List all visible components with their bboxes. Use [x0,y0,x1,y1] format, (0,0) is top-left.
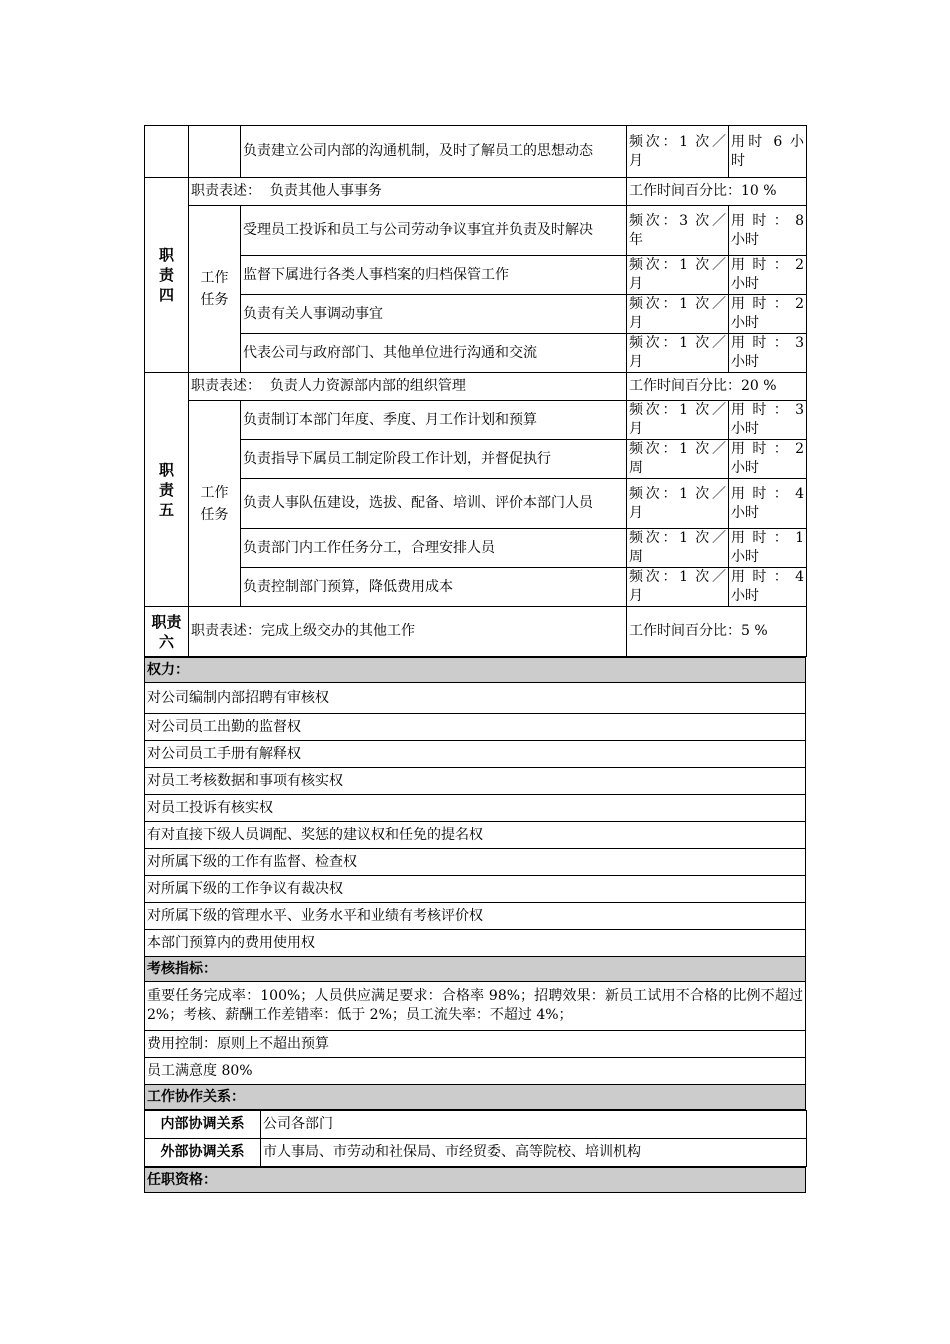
task-time: 用时 6 小时 [729,126,807,178]
duties-table [144,125,807,657]
task-frequency: 频次：1 次／月 [627,295,729,334]
power-item: 对所属下级的工作争议有裁决权 [145,876,806,903]
task-row [145,256,807,295]
duty6-time-percent: 工作时间百分比：5 % [627,607,807,657]
task-frequency: 频次：3 次／年 [627,206,729,256]
internal-coordination-value: 公司各部门 [261,1111,807,1139]
power-item: 对员工投诉有核实权 [145,795,806,822]
power-item: 对公司员工出勤的监督权 [145,714,806,741]
task-time: 用 时 ： 4 小时 [729,479,807,529]
task-frequency: 频次：1 次／周 [627,440,729,479]
task-frequency: 频次：1 次／周 [627,529,729,568]
task-text: 监督下属进行各类人事档案的归档保管工作 [241,256,627,295]
task-frequency: 频次：1 次／月 [627,256,729,295]
power-item: 对公司员工手册有解释权 [145,741,806,768]
power-item: 对公司编制内部招聘有审核权 [145,683,806,714]
powers-heading: 权力： [145,658,806,683]
powers-table [144,657,806,1110]
power-item: 有对直接下级人员调配、奖惩的建议权和任免的提名权 [145,822,806,849]
task-text: 受理员工投诉和员工与公司劳动争议事宜并负责及时解决 [241,206,627,256]
task-text: 负责建立公司内部的沟通机制，及时了解员工的思想动态 [241,126,627,178]
internal-coordination-label: 内部协调关系 [145,1111,261,1139]
cooperation-heading: 工作协作关系： [145,1085,806,1110]
power-item: 本部门预算内的费用使用权 [145,930,806,957]
duty6-row [145,607,807,657]
task-row [145,401,807,440]
statement-text: 负责人力资源部内部的组织管理 [269,378,466,394]
task-time: 用 时 ： 1 小时 [729,529,807,568]
power-item: 对所属下级的工作有监督、检查权 [145,849,806,876]
duty4-statement [189,178,627,206]
duty4-task-label: 工作 任务 [189,206,241,373]
task-time: 用 时 ： 3 小时 [729,334,807,373]
task-text: 代表公司与政府部门、其他单位进行沟通和交流 [241,334,627,373]
duty5-statement-row [145,373,807,401]
power-item: 对所属下级的管理水平、业务水平和业绩有考核评价权 [145,903,806,930]
duty3-label-cell [145,126,189,178]
external-coordination-value: 市人事局、市劳动和社保局、市经贸委、高等院校、培训机构 [261,1139,807,1167]
task-row [145,529,807,568]
task-row [145,295,807,334]
task-time: 用 时 ： 2 小时 [729,295,807,334]
task-frequency: 频次：1 次／月 [627,334,729,373]
duty4-time-percent: 工作时间百分比：10 % [627,178,807,206]
duty5-statement [189,373,627,401]
duty5-task-label: 工作 任务 [189,401,241,607]
task-text: 负责部门内工作任务分工，合理安排人员 [241,529,627,568]
task-time: 用 时 ： 2 小时 [729,440,807,479]
job-description-document [144,125,806,1193]
duty4-statement-row [145,178,807,206]
qualifications-table [144,1167,806,1193]
power-item: 对员工考核数据和事项有核实权 [145,768,806,795]
task-text: 负责人事队伍建设，选拔、配备、培训、评价本部门人员 [241,479,627,529]
task-frequency: 频次：1 次／月 [627,126,729,178]
task-frequency: 频次：1 次／月 [627,479,729,529]
task-frequency: 频次：1 次／月 [627,568,729,607]
task-row [145,440,807,479]
kpi-heading: 考核指标： [145,957,806,982]
task-text: 负责制订本部门年度、季度、月工作计划和预算 [241,401,627,440]
task-row [145,206,807,256]
external-coordination-label: 外部协调关系 [145,1139,261,1167]
task-frequency: 频次：1 次／月 [627,401,729,440]
task-text: 负责指导下属员工制定阶段工作计划，并督促执行 [241,440,627,479]
kpi-item: 费用控制：原则上不超出预算 [145,1031,806,1058]
duty3-task-label-cell [189,126,241,178]
task-text: 负责控制部门预算，降低费用成本 [241,568,627,607]
duty5-time-percent: 工作时间百分比：20 % [627,373,807,401]
task-time: 用 时 ： 3 小时 [729,401,807,440]
duty6-label: 职责 六 [145,607,189,657]
kpi-item: 重要任务完成率：100%；人员供应满足要求：合格率 98%；招聘效果：新员工试用不合格的比例不超过 2%；考核、薪酬工作差错率：低于 2%；员工流失率：不超过 4%； [145,982,806,1031]
qualifications-heading: 任职资格： [145,1168,806,1193]
statement-label: 职责表述： [191,183,261,199]
task-time: 用 时 ： 8 小时 [729,206,807,256]
task-text: 负责有关人事调动事宜 [241,295,627,334]
task-time: 用 时 ： 2 小时 [729,256,807,295]
kpi-item: 员工满意度 80% [145,1058,806,1085]
task-row [145,568,807,607]
cooperation-table [144,1110,807,1167]
task-row [145,334,807,373]
duty4-label: 职 责 四 [145,178,189,373]
duty5-label: 职 责 五 [145,373,189,607]
duty3-task-row [145,126,807,178]
task-time: 用 时 ： 4 小时 [729,568,807,607]
duty6-statement: 职责表述：完成上级交办的其他工作 [189,607,627,657]
task-row [145,479,807,529]
statement-label: 职责表述： [191,378,261,394]
statement-text: 负责其他人事事务 [269,183,382,199]
